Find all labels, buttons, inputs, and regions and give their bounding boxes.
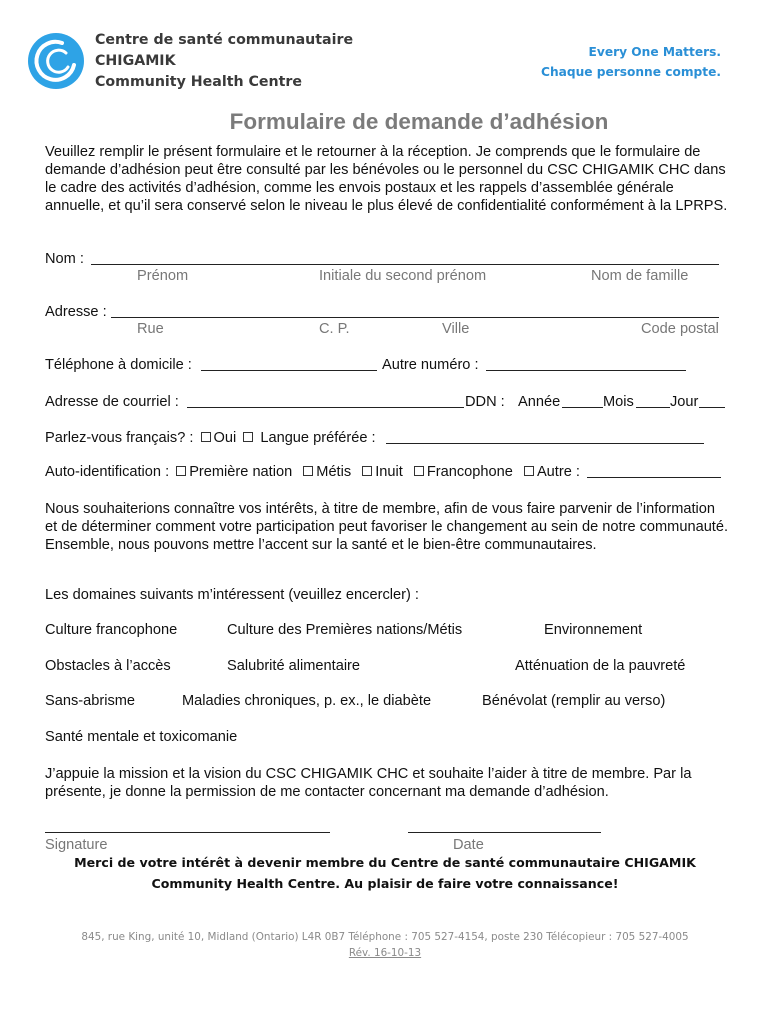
signature-caption: Signature bbox=[45, 837, 108, 853]
footer-address: 845, rue King, unité 10, Midland (Ontario) L4R 0B7 Téléphone : 705 527-4154, poste 230 Télécopieur : 705 527-4005 bbox=[81, 931, 689, 943]
french-question-row bbox=[45, 430, 376, 447]
preferred-language-field[interactable] bbox=[386, 443, 704, 444]
french-yes-label: Oui bbox=[213, 430, 237, 446]
tagline bbox=[541, 42, 721, 82]
dob-year-label: Année bbox=[518, 394, 561, 410]
first-nation-label: Première nation bbox=[189, 464, 293, 480]
other-phone-field[interactable] bbox=[486, 370, 686, 371]
home-phone-label: Téléphone à domicile : bbox=[45, 357, 192, 373]
preferred-language-checkbox[interactable] bbox=[243, 432, 253, 442]
french-yes-checkbox[interactable] bbox=[201, 432, 211, 442]
po-box-caption: C. P. bbox=[319, 321, 350, 337]
domain-first-nations-metis-culture[interactable]: Culture des Premières nations/Métis bbox=[227, 622, 463, 638]
domain-homelessness[interactable]: Sans-abrisme bbox=[45, 693, 136, 709]
email-field[interactable] bbox=[187, 407, 464, 408]
dob-day-label: Jour bbox=[670, 394, 699, 410]
francophone-label: Francophone bbox=[426, 464, 513, 480]
org-name-line3: Community Health Centre bbox=[95, 74, 303, 90]
francophone-checkbox[interactable] bbox=[414, 466, 424, 476]
signature-field[interactable] bbox=[45, 832, 330, 833]
name-field[interactable] bbox=[91, 264, 719, 265]
middle-initial-caption: Initiale du second prénom bbox=[319, 268, 487, 284]
domain-volunteering[interactable]: Bénévolat (remplir au verso) bbox=[482, 693, 666, 709]
street-caption: Rue bbox=[137, 321, 164, 337]
self-id-label: Auto-identification : bbox=[45, 464, 170, 480]
interests-paragraph: Nous souhaiterions connaître vos intérêts, à titre de membre, afin de vous faire parvenir de l’information et de déterminer comment votre participation peut favoriser le changement au sein de notre communauté. Ensemble, nous pouvons mettre l’accent sur la santé et le bien-être communautaires. bbox=[45, 501, 729, 553]
other-checkbox[interactable] bbox=[524, 466, 534, 476]
preferred-language-label: Langue préférée : bbox=[260, 430, 376, 446]
domain-poverty-reduction[interactable]: Atténuation de la pauvreté bbox=[515, 658, 686, 674]
home-phone-field[interactable] bbox=[201, 370, 377, 371]
closing-message: Merci de votre intérêt à devenir membre du Centre de santé communautaire CHIGAMIK Community Health Centre. Au plaisir de faire votre connaissance! bbox=[74, 855, 696, 891]
tagline-fr: Chaque personne compte. bbox=[541, 65, 721, 79]
page-title: Formulaire de demande d’adhésion bbox=[229, 109, 609, 134]
intro-paragraph: Veuillez remplir le présent formulaire et le retourner à la réception. Je comprends que le formulaire de demande d’adhésion peut être consulté par les bénévoles ou le personnel du CSC CHIGAMIK CHC dans le cadre des activités d’adhésion, comme les envois postaux et les rappels d’assemblée générale annuelle, et qu’il sera conservé selon le niveau le plus élevé de confidentialité conformément à la LPRPS. bbox=[45, 144, 728, 214]
dob-label: DDN : bbox=[465, 394, 505, 410]
support-paragraph: J’appuie la mission et la vision du CSC CHIGAMIK CHC et souhaite l’aider à titre de membre. Par la présente, je donne la permission de me contacter concernant ma demande d’adhésion. bbox=[45, 766, 692, 800]
domains-label: Les domaines suivants m’intéressent (veuillez encercler) : bbox=[45, 587, 419, 603]
date-caption: Date bbox=[453, 837, 484, 853]
name-label: Nom : bbox=[45, 251, 84, 267]
domain-mental-health[interactable]: Santé mentale et toxicomanie bbox=[45, 729, 238, 745]
org-name-line2: CHIGAMIK bbox=[95, 53, 176, 69]
other-label: Autre : bbox=[536, 464, 580, 480]
address-label: Adresse : bbox=[45, 304, 107, 320]
dob-day-field[interactable] bbox=[699, 407, 725, 408]
tagline-en: Every One Matters. bbox=[588, 45, 721, 59]
domain-food-safety[interactable]: Salubrité alimentaire bbox=[227, 658, 361, 674]
dob-month-field[interactable] bbox=[636, 407, 670, 408]
inuit-label: Inuit bbox=[375, 464, 403, 480]
domain-environment[interactable]: Environnement bbox=[544, 622, 643, 638]
city-caption: Ville bbox=[442, 321, 470, 337]
inuit-checkbox[interactable] bbox=[362, 466, 372, 476]
other-phone-label: Autre numéro : bbox=[382, 357, 479, 373]
self-id-row bbox=[45, 464, 580, 481]
first-name-caption: Prénom bbox=[137, 268, 189, 284]
metis-label: Métis bbox=[316, 464, 352, 480]
dob-month-label: Mois bbox=[603, 394, 634, 410]
address-field[interactable] bbox=[111, 317, 719, 318]
org-name bbox=[95, 30, 353, 93]
french-question-label: Parlez-vous français? : bbox=[45, 430, 194, 446]
org-name-line1: Centre de santé communautaire bbox=[95, 32, 354, 48]
other-identity-field[interactable] bbox=[587, 477, 721, 478]
first-nation-checkbox[interactable] bbox=[176, 466, 186, 476]
dob-year-field[interactable] bbox=[562, 407, 603, 408]
domain-access-barriers[interactable]: Obstacles à l’accès bbox=[45, 658, 171, 674]
postal-code-caption: Code postal bbox=[641, 321, 719, 337]
domain-chronic-disease[interactable]: Maladies chroniques, p. ex., le diabète bbox=[182, 693, 432, 709]
date-field[interactable] bbox=[408, 832, 601, 833]
footer bbox=[0, 929, 770, 961]
domain-culture-francophone[interactable]: Culture francophone bbox=[45, 622, 178, 638]
logo-icon bbox=[26, 31, 86, 91]
metis-checkbox[interactable] bbox=[303, 466, 313, 476]
last-name-caption: Nom de famille bbox=[591, 268, 689, 284]
revision-number: Rév. 16-10-13 bbox=[348, 947, 422, 959]
email-label: Adresse de courriel : bbox=[45, 394, 179, 410]
